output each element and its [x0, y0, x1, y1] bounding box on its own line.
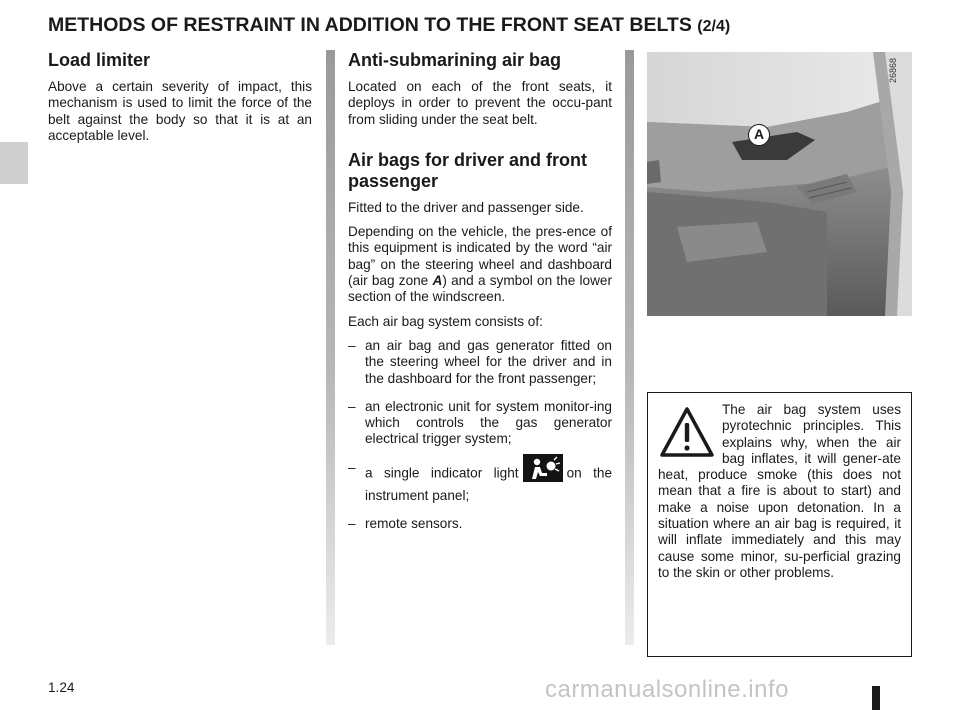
anti-submarining-text: Located on each of the front seats, it deploys in order to prevent the occu-pant from sliding under the seat belt.: [348, 79, 612, 127]
title-text: METHODS OF RESTRAINT IN ADDITION TO THE FRONT SEAT BELTS: [48, 14, 692, 36]
presence-text-end: ) and a symbol on the lower section of the windscreen.: [348, 273, 612, 305]
load-limiter-column: [48, 50, 312, 152]
title-part-indicator: (2/4): [697, 18, 731, 35]
section-tab: [0, 142, 28, 184]
load-limiter-text: Above a certain severity of impact, this mechanism is used to limit the force of the belt against the body so that it is at an acceptable level.: [48, 79, 312, 143]
list-item-text: an electronic unit for system monitor-ing which controls the gas generator electrical trigger system;: [365, 398, 612, 447]
dashboard-illustration: [647, 52, 912, 316]
system-components-list: [348, 338, 612, 532]
warning-box: [647, 392, 912, 657]
zone-a-marker: A: [748, 124, 770, 146]
system-consists-text: Each air bag system consists of:: [348, 313, 543, 329]
driver-airbags-presence-text: [348, 224, 612, 305]
column-divider-left: [326, 50, 335, 645]
zone-a-reference: A: [432, 273, 443, 289]
list-item: [348, 516, 612, 532]
page-number: 1.24: [48, 680, 75, 695]
page-title: [48, 14, 730, 37]
list-dash: –: [348, 337, 356, 353]
load-limiter-heading: Load limiter: [48, 50, 151, 70]
airbag-column: [348, 50, 612, 544]
driver-airbags-fitted-text: Fitted to the driver and passenger side.: [348, 199, 584, 215]
indicator-text-start: a single indicator light: [365, 465, 519, 481]
warning-triangle-icon: [660, 406, 714, 458]
list-dash: –: [348, 459, 356, 475]
list-dash: –: [348, 398, 356, 414]
list-item-text: an air bag and gas generator fitted on the steering wheel for the driver and in the dashboard for the front passenger;: [365, 337, 612, 386]
list-dash: –: [348, 516, 356, 532]
list-item: [348, 460, 612, 504]
column-divider-right: [625, 50, 634, 645]
warning-text: The air bag system uses pyrotechnic principles. This explains why, when the air bag inflates, it will gener-ate heat, produce smoke (this does not mean that a fire is about to start) and make a noise upon detonation. In a situation where an air bag is required, it will inflate immediately and this may cause some minor, su-perficial grazing to the skin or other problems.: [658, 402, 901, 580]
list-item: [348, 338, 612, 387]
presence-text-start: Depending on the vehicle, the pres-ence of this equipment is indicated by the word “air bag” on the steering wheel and dashboard (air bag zone: [348, 224, 612, 289]
anti-submarining-heading: Anti-submarining air bag: [348, 50, 562, 70]
watermark: carmanualsonline.info: [545, 676, 789, 703]
driver-airbags-heading: Air bags for driver and front passenger: [348, 149, 588, 191]
photo-reference-code: 26868: [888, 58, 898, 84]
page-edge-mark: [872, 686, 880, 710]
list-item: [348, 399, 612, 448]
airbag-warning-light-icon: [523, 454, 563, 482]
dashboard-photo: [647, 52, 912, 316]
indicator-text-end: on the instrument panel;: [365, 465, 613, 503]
list-item-text: remote sensors.: [365, 516, 463, 532]
